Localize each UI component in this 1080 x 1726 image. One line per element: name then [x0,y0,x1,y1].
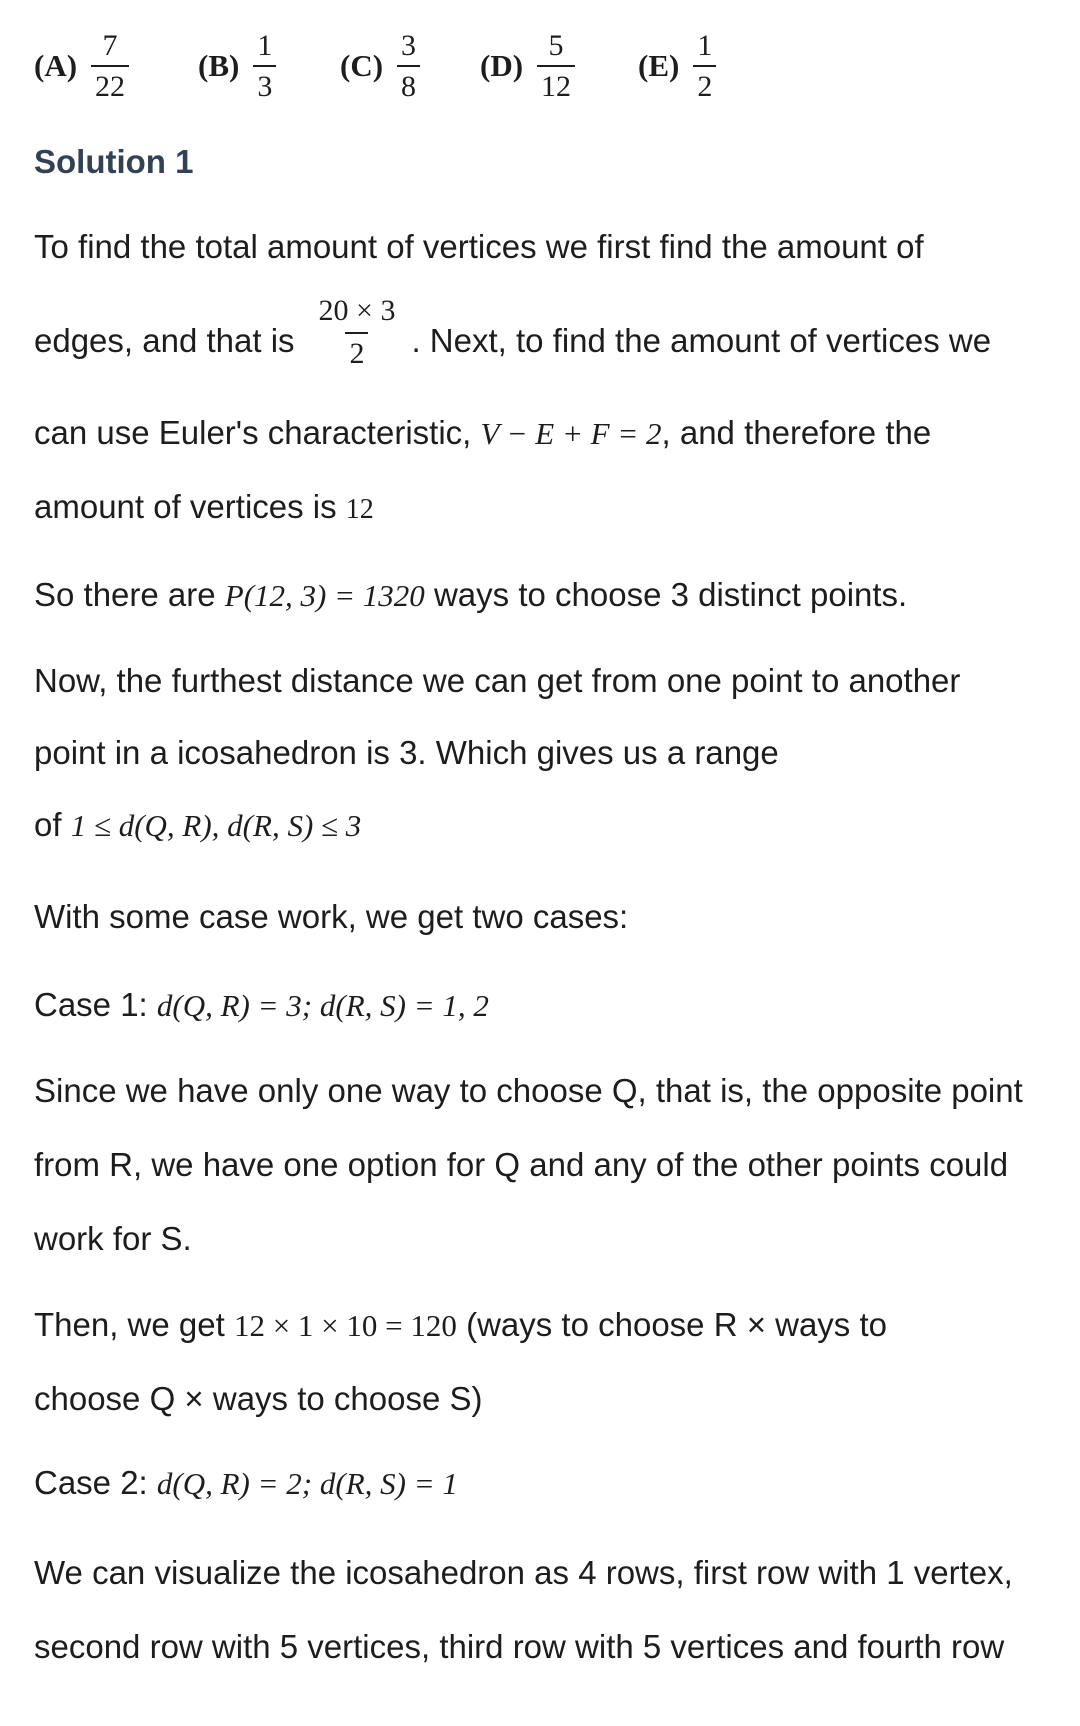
vertex-count: 12 [345,494,374,525]
case-2-formula: d(Q, R) = 2; d(R, S) = 1 [156,1466,458,1501]
paragraph-line: Since we have only one way to choose Q, that is, the opposite point [34,1072,1023,1109]
paragraph-line: So there are P(12, 3) = 1320 ways to choose 3 distinct points. [34,576,908,613]
paragraph-line: can use Euler's characteristic, V − E + F = 2, and therefore the [34,414,932,451]
case-1-count: 12 × 1 × 10 = 120 [233,1308,457,1343]
paragraph-line: Then, we get 12 × 1 × 10 = 120 (ways to choose R × ways to [34,1306,888,1343]
paragraph-line: choose Q × ways to choose S) [34,1380,483,1417]
paragraph-line: from R, we have one option for Q and any of the other points could [34,1146,1009,1183]
choice-fraction: $\frac{7}{22}$ [91,30,129,103]
choice-fraction: $\frac{3}{8}$ [397,30,420,103]
choice-b [198,26,276,106]
choice-label: (B) [198,48,240,83]
paragraph-line: Now, the furthest distance we can get from one point to another [34,662,961,699]
paragraph-line: To find the total amount of vertices we first find the amount of [34,228,924,265]
edges-fraction: $\frac{20 \times 3}{2}$ [318,293,396,370]
paragraph-line: edges, and that is $\frac{20 \times 3}{2}$ . Next, to find the amount of vertices we [34,293,992,370]
case-1-line: Case 1: d(Q, R) = 3; d(R, S) = 1, 2 [34,986,489,1023]
paragraph-line: second row with 5 vertices, third row with 5 vertices and fourth row [34,1628,1005,1665]
range-inequality: 1 ≤ d(Q, R), d(R, S) ≤ 3 [70,808,362,843]
solution-heading: Solution 1 [34,143,194,180]
choice-fraction: $\frac{5}{12}$ [537,30,575,103]
choice-c [340,26,420,106]
choice-label: (A) [34,48,78,83]
choice-label: (D) [480,48,524,83]
choice-fraction: $\frac{1}{2}$ [693,30,716,103]
paragraph-line: work for S. [34,1220,192,1257]
choice-label: (E) [638,48,680,83]
paragraph-line: We can visualize the icosahedron as 4 rows, first row with 1 vertex, [34,1554,1013,1591]
choice-fraction: $\frac{1}{3}$ [253,30,276,103]
permutation-expression: P(12, 3) = 1320 [224,578,425,613]
choice-a [34,26,129,106]
paragraph-line: point in a icosahedron is 3. Which gives us a range [34,734,779,771]
choice-e [638,26,716,106]
case-1-formula: d(Q, R) = 3; d(R, S) = 1, 2 [156,988,489,1023]
choice-label: (C) [340,48,384,83]
case-2-line: Case 2: d(Q, R) = 2; d(R, S) = 1 [34,1464,458,1501]
paragraph-line: of 1 ≤ d(Q, R), d(R, S) ≤ 3 [34,806,362,843]
euler-formula: V − E + F = 2 [480,416,662,451]
paragraph-line: amount of vertices is 12 [34,488,374,525]
paragraph-line: With some case work, we get two cases: [34,898,629,935]
choice-d [480,26,575,106]
answer-choices [34,26,794,106]
